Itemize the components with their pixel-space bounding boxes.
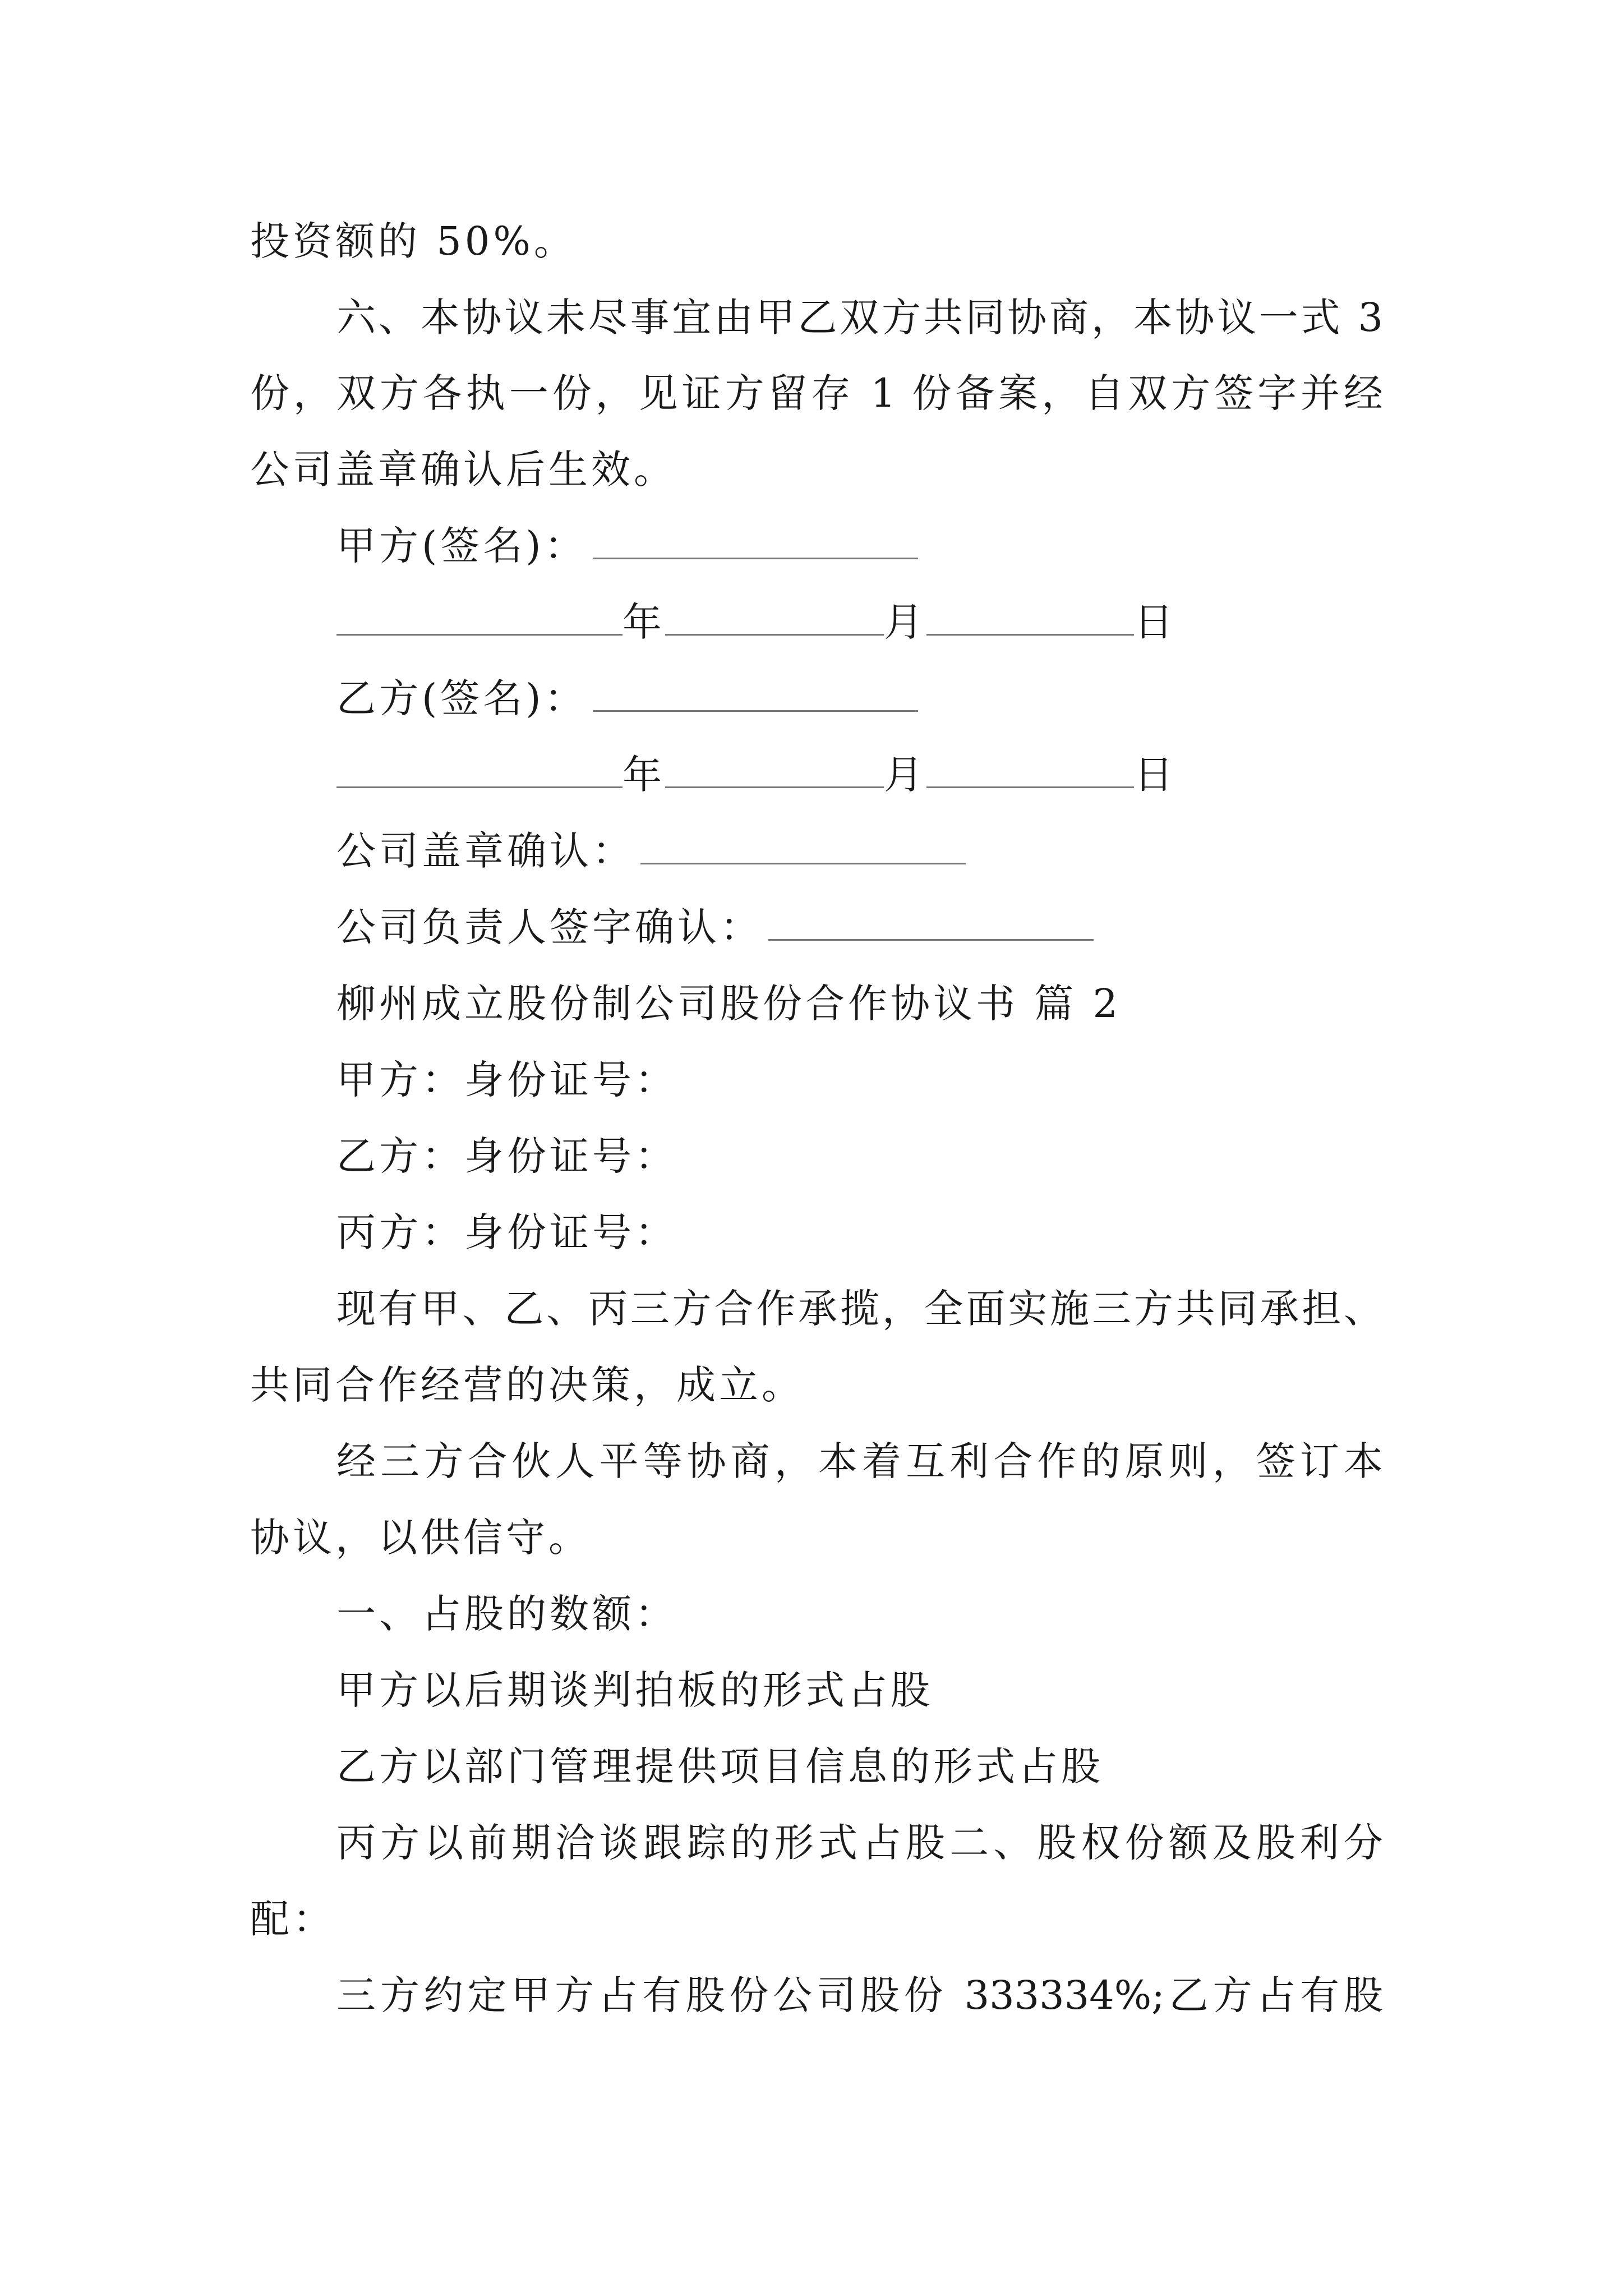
day-blank	[926, 599, 1134, 636]
company-head-signature-label: 公司负责人签字确认：	[336, 904, 763, 950]
day-blank	[926, 752, 1134, 788]
party-a-signature-blank	[593, 523, 918, 559]
paragraph-line: 投资额的 50%。	[250, 218, 577, 264]
company-seal-line	[336, 826, 966, 876]
company-seal-label: 公司盖章确认：	[336, 828, 635, 874]
clause-one-heading: 一、占股的数额：	[336, 1591, 677, 1637]
company-seal-blank	[640, 828, 966, 864]
section-title: 柳州成立股份制公司股份合作协议书 篇 2	[336, 981, 1122, 1027]
day-label: 日	[1134, 752, 1177, 798]
party-a-signature-line	[336, 521, 918, 571]
party-b-signature-label: 乙方(签名)：	[336, 675, 587, 721]
year-label: 年	[623, 599, 665, 645]
clause-six-line-2: 份，双方各执一份，见证方留存 1 份备案，自双方签字并经	[250, 370, 1383, 416]
party-a-date-line	[336, 597, 1177, 647]
clause-one-item-c: 丙方以前期洽谈跟踪的形式占股二、股权份额及股利分	[336, 1820, 1383, 1866]
company-head-signature-blank	[768, 904, 1094, 941]
party-b-signature-line	[336, 673, 918, 724]
party-a-id-line: 甲方：身份证号：	[336, 1057, 677, 1103]
month-blank	[665, 599, 884, 636]
year-blank	[336, 599, 623, 636]
intro-line-1: 现有甲、乙、丙三方合作承揽，全面实施三方共同承担、	[336, 1286, 1383, 1332]
month-blank	[665, 752, 884, 788]
clause-one-item-b: 乙方以部门管理提供项目信息的形式占股	[336, 1743, 1104, 1789]
company-head-signature-line	[336, 902, 1094, 953]
clause-six-line-3: 公司盖章确认后生效。	[250, 447, 676, 493]
month-label: 月	[884, 752, 926, 798]
year-blank	[336, 752, 623, 788]
clause-two-heading-cont: 配：	[250, 1896, 335, 1942]
party-c-id-line: 丙方：身份证号：	[336, 1209, 677, 1255]
clause-one-item-a: 甲方以后期谈判拍板的形式占股	[336, 1667, 933, 1713]
party-b-signature-blank	[593, 675, 918, 712]
party-a-signature-label: 甲方(签名)：	[336, 523, 587, 569]
party-b-id-line: 乙方：身份证号：	[336, 1133, 677, 1179]
intro-line-2: 共同合作经营的决策，成立。	[250, 1362, 804, 1408]
consultation-line-1: 经三方合伙人平等协商，本着互利合作的原则，签订本	[336, 1438, 1383, 1484]
clause-six-line-1: 六、本协议未尽事宜由甲乙双方共同协商，本协议一式 3	[336, 295, 1383, 341]
year-label: 年	[623, 752, 665, 798]
day-label: 日	[1134, 599, 1177, 645]
consultation-line-2: 协议，以供信守。	[250, 1515, 591, 1561]
month-label: 月	[884, 599, 926, 645]
party-b-date-line	[336, 749, 1177, 800]
share-allocation-line: 三方约定甲方占有股份公司股份 333334%;乙方占有股	[336, 1972, 1383, 2018]
